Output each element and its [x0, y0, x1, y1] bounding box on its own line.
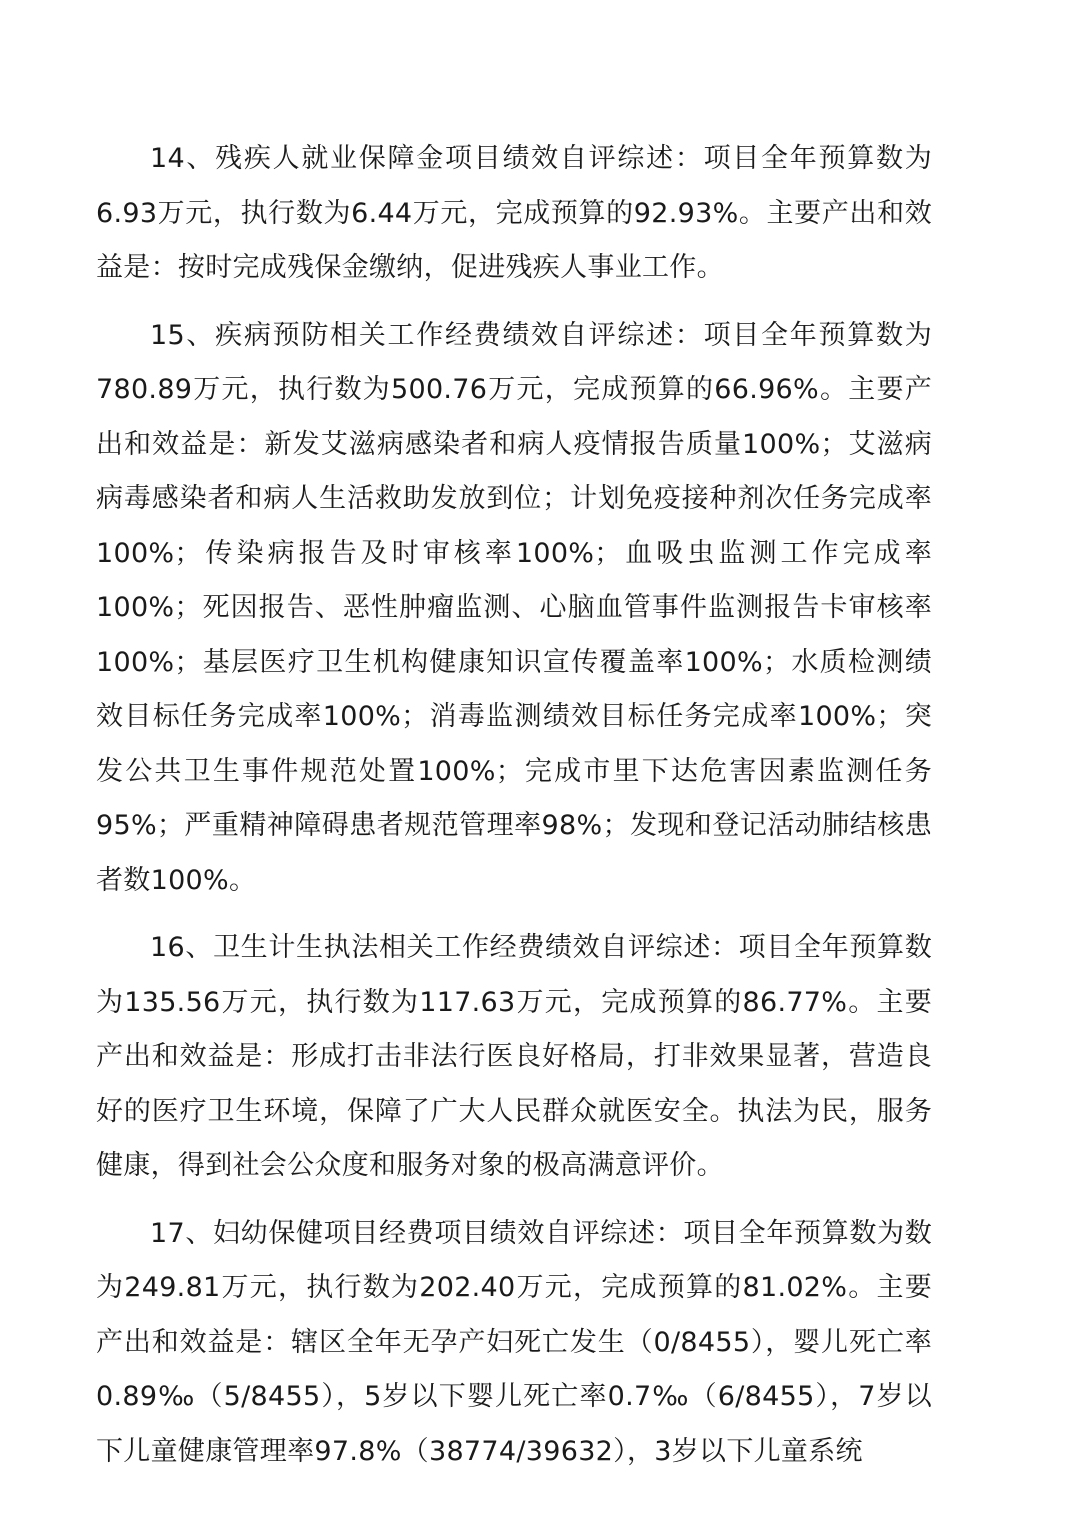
paragraph-item-14: 14、残疾人就业保障金项目绩效自评综述：项目全年预算数为6.93万元，执行数为6.44万元，完成预算的92.93%。主要产出和效益是：按时完成残保金缴纳，促进残疾人事业工作。 [96, 143, 932, 283]
document-body [96, 132, 932, 1492]
paragraph-item-16: 16、卫生计生执法相关工作经费绩效自评综述：项目全年预算数为135.56万元，执行数为117.63万元，完成预算的86.77%。主要产出和效益是：形成打击非法行医良好格局，打非效果显著，营造良好的医疗卫生环境，保障了广大人民群众就医安全。执法为民，服务健康，得到社会公众度和服务对象的极高满意评价。 [96, 932, 932, 1181]
paragraph-item-15: 15、疾病预防相关工作经费绩效自评综述：项目全年预算数为780.89万元，执行数为500.76万元，完成预算的66.96%。主要产出和效益是：新发艾滋病感染者和病人疫情报告质量100%；艾滋病病毒感染者和病人生活救助发放到位；计划免疫接种剂次任务完成率100%；传染病报告及时审核率100%；血吸虫监测工作完成率100%；死因报告、恶性肿瘤监测、心脑血管事件监测报告卡审核率100%；基层医疗卫生机构健康知识宣传覆盖率100%；水质检测绩效目标任务完成率100%；消毒监测绩效目标任务完成率100%；突发公共卫生事件规范处置100%；完成市里下达危害因素监测任务95%；严重精神障碍患者规范管理率98%；发现和登记活动肺结核患者数100%。 [96, 319, 932, 896]
paragraph-item-17: 17、妇幼保健项目经费项目绩效自评综述：项目全年预算数为数为249.81万元，执行数为202.40万元，完成预算的81.02%。主要产出和效益是：辖区全年无孕产妇死亡发生（0/8455），婴儿死亡率0.89‰（5/8455），5岁以下婴儿死亡率0.7‰（6/8455），7岁以下儿童健康管理率97.8%（38774/39632），3岁以下儿童系统 [96, 1217, 932, 1467]
